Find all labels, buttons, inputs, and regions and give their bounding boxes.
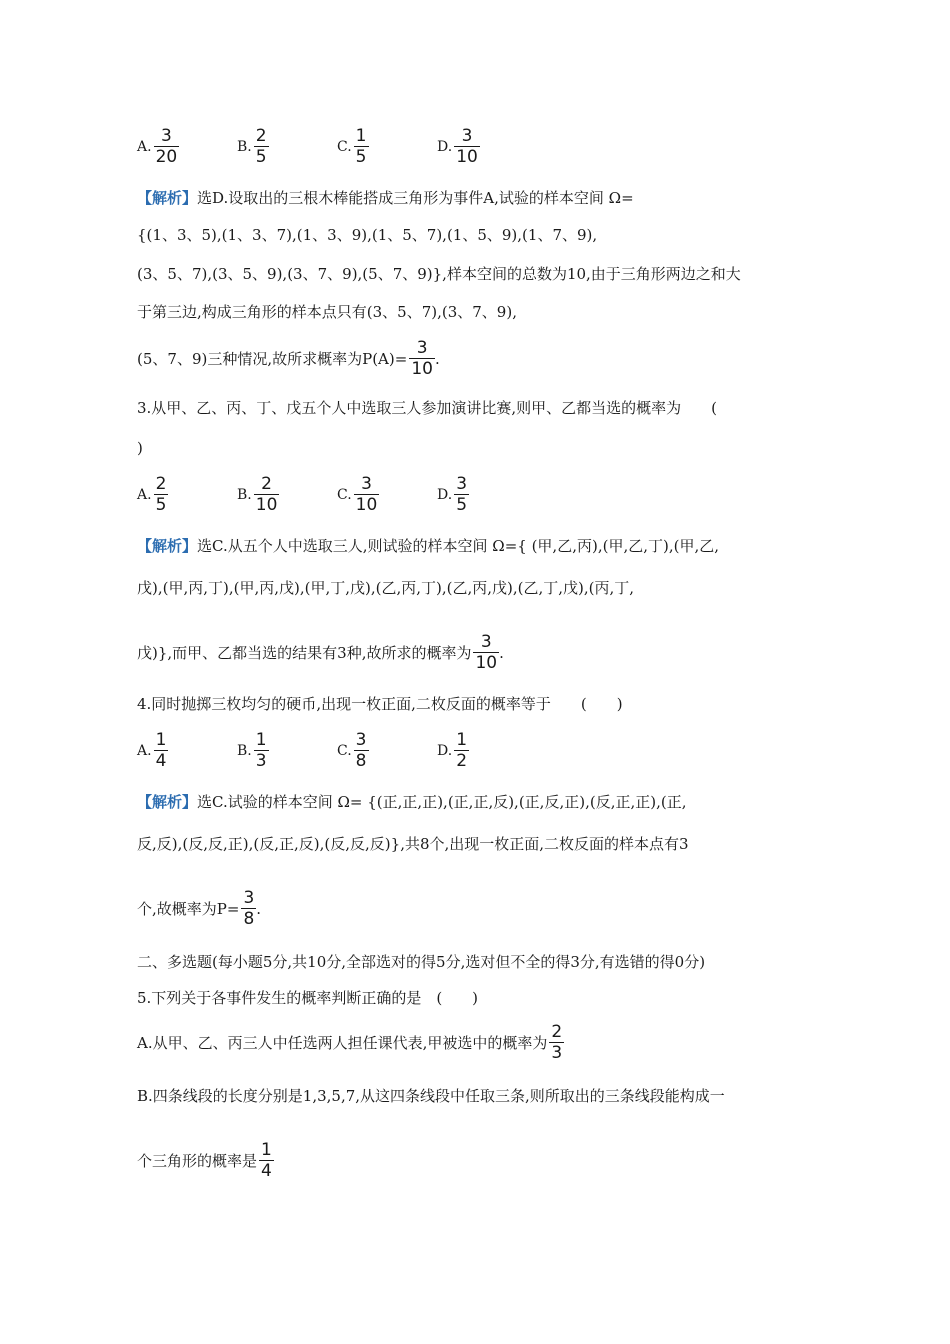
choice-b-cont: 个三角形的概率是 $\frac{1}{4}$ [137,1140,272,1181]
answer-fraction: $\frac{3}{8}$ [243,888,255,929]
option-d [437,126,480,167]
analysis-line: 【解析】选D.设取出的三根木棒能搭成三角形为事件A,试验的样本空间 Ω= [137,189,634,207]
option-b: B. $\frac{1}{3}$ [237,730,267,771]
option-label: C. [337,138,352,155]
fraction: $\frac{3}{8}$ [355,730,367,771]
analysis-line: 戊),(甲,丙,丁),(甲,丙,戊),(甲,丁,戊),(乙,丙,丁),(乙,丙,戊),(乙,丁,戊),(丙,丁, [137,579,635,597]
option-label: B. [237,138,252,155]
analysis-line: (5、7、9)三种情况,故所求概率为P(A)= $\frac{3}{10}$ . [137,338,440,379]
choice-a: A.从甲、乙、丙三人中任选两人担任课代表,甲被选中的概率为 $\frac{2}{3}$ [137,1022,563,1063]
analysis-line: 【解析】选C.从五个人中选取三人,则试验的样本空间 Ω={ (甲,乙,丙),(甲,乙,丁),(甲,乙, [137,537,719,555]
option-a [137,126,179,167]
option-c: C. $\frac{3}{10}$ [337,474,378,515]
fraction: $\frac{2}{5}$ [155,474,167,515]
analysis-tag: 【解析】 [137,537,198,555]
option-d: D. $\frac{3}{5}$ [437,474,468,515]
section-heading: 二、多选题(每小题5分,共10分,全部选对的得5分,选对但不全的得3分,有选错的得0分) [137,953,706,971]
option-d: D. $\frac{1}{2}$ [437,730,468,771]
question-stem: 5.下列关于各事件发生的概率判断正确的是 ( ) [137,989,479,1007]
question-stem: 3.从甲、乙、丙、丁、戊五个人中选取三人参加演讲比赛,则甲、乙都当选的概率为 ( [137,399,717,417]
option-label: A. [137,138,152,155]
fraction: $\frac{2}{5}$ [255,126,267,167]
fraction: $\frac{3}{5}$ [456,474,468,515]
fraction: $\frac{1}{4}$ [261,1140,272,1181]
analysis-tag: 【解析】 [137,793,198,811]
question-stem: 4.同时抛掷三枚均匀的硬币,出现一枚正面,二枚反面的概率等于 ( ) [137,695,623,713]
fraction: $\frac{2}{3}$ [551,1022,563,1063]
analysis-line: 个,故概率为P= $\frac{3}{8}$ . [137,888,262,929]
option-a: A. $\frac{1}{4}$ [137,730,167,771]
fraction: $\frac{1}{4}$ [155,730,167,771]
analysis-tag: 【解析】 [137,189,198,207]
analysis-line: {(1、3、5),(1、3、7),(1、3、9),(1、5、7),(1、5、9),(1、7、9), [137,226,598,244]
option-b: B. $\frac{2}{10}$ [237,474,278,515]
choice-b: B.四条线段的长度分别是1,3,5,7,从这四条线段中任取三条,则所取出的三条线段能构成一 [137,1087,725,1105]
option-c: C. $\frac{3}{8}$ [337,730,367,771]
option-a: A. $\frac{2}{5}$ [137,474,167,515]
answer-fraction: $\frac{3}{10}$ [475,632,498,673]
analysis-line: 于第三边,构成三角形的样本点只有(3、5、7),(3、7、9), [137,303,517,321]
fraction: $\frac{1}{2}$ [456,730,468,771]
fraction: $\frac{3}{10}$ [456,126,478,167]
analysis-line: 反,反),(反,反,正),(反,正,反),(反,反,反)},共8个,出现一枚正面,二枚反面的样本点有3 [137,835,689,853]
option-c [337,126,369,167]
fraction: $\frac{3}{10}$ [355,474,378,515]
analysis-line: 戊)},而甲、乙都当选的结果有3种,故所求的概率为 $\frac{3}{10}$ . [137,632,504,673]
question-stem-close: ) [137,439,143,457]
option-label: D. [437,138,453,155]
analysis-line: 【解析】选C.试验的样本空间 Ω= {(正,正,正),(正,正,反),(正,反,正),(反,正,正),(正, [137,793,687,811]
fraction: $\frac{2}{10}$ [255,474,278,515]
fraction: $\frac{1}{5}$ [355,126,367,167]
fraction: $\frac{1}{3}$ [255,730,267,771]
fraction: $\frac{3}{20}$ [155,126,178,167]
analysis-line: (3、5、7),(3、5、9),(3、7、9),(5、7、9)},样本空间的总数为10,由于三角形两边之和大 [137,265,741,283]
option-b [237,126,269,167]
answer-fraction: $\frac{3}{10}$ [411,338,433,379]
